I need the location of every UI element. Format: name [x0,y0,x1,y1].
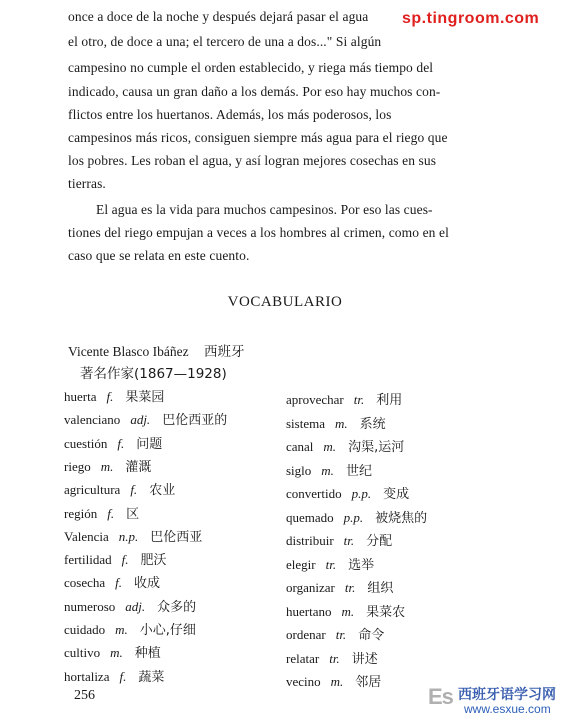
vocab-entry [286,413,386,432]
vocab-word: canal [286,439,314,454]
vocab-part-of-speech: f. [106,389,114,404]
vocab-part-of-speech: m. [115,622,128,637]
vocab-part-of-speech: p.p. [351,486,372,501]
vocab-word: elegir [286,556,316,572]
vocab-part-of-speech: m. [323,439,337,454]
vocab-word: vecino [286,674,321,689]
vocab-entry [64,386,164,405]
vocab-word: cuestión [64,435,108,451]
author-line [68,340,245,360]
vocab-word: aprovechar [286,392,344,407]
vocab-part-of-speech: m. [330,674,344,689]
vocab-word: fertilidad [64,552,112,568]
vocab-part-of-speech: f. [121,552,129,568]
vocab-meaning: 组织 [367,581,394,596]
vocab-entry [286,507,427,526]
vocab-word: sistema [286,415,325,431]
vocab-part-of-speech: m. [321,462,334,478]
vocab-part-of-speech: tr. [329,650,340,666]
vocab-part-of-speech: tr. [335,627,347,642]
watermark-logo: Es [428,684,453,709]
vocab-part-of-speech: adj. [125,598,146,614]
author-country: 西班牙 [204,344,245,360]
vocab-part-of-speech: m. [100,458,114,474]
vocab-entry [286,554,374,573]
vocab-meaning: 问题 [136,436,163,452]
vocab-word: riego [64,458,91,474]
vocab-entry [64,666,164,685]
vocab-entry [286,530,392,549]
vocab-meaning: 众多的 [157,599,197,615]
body-line-6: campesinos más ricos, consiguen siempre más agua para el riego que [68,130,448,145]
section-heading: VOCABULARIO [227,294,343,310]
vocab-word: siglo [286,462,312,478]
vocab-meaning: 变成 [383,487,410,502]
vocab-word: ordenar [286,627,326,642]
vocab-word: cuidado [64,622,106,637]
vocab-word: región [64,505,98,521]
vocab-word: relatar [286,650,320,666]
watermark-site-url: www.esxue.com [464,702,551,716]
vocab-meaning: 种植 [134,646,161,662]
vocab-entry [64,456,151,475]
vocab-entry [64,433,162,452]
vocab-meaning: 讲述 [351,651,378,667]
body-line-5: flictos entre los huertanos. Además, los más poderosos, los [68,107,392,122]
vocab-part-of-speech: m. [341,603,355,619]
vocab-meaning: 肥沃 [140,553,167,569]
vocab-entry [286,389,402,408]
vocab-entry [286,601,405,620]
vocab-part-of-speech: f. [119,668,127,684]
vocab-meaning: 分配 [366,534,393,549]
body-line-3: campesino no cumple el orden establecido, y riega más tiempo del [68,60,434,75]
vocab-entry [64,503,139,522]
vocab-entry [286,483,409,502]
vocab-entry [64,549,167,568]
vocab-meaning: 收成 [134,576,161,592]
vocab-meaning: 被烧焦的 [375,510,428,526]
vocab-part-of-speech: p.p. [343,509,364,525]
vocab-word: quemado [286,509,334,525]
vocab-part-of-speech: m. [335,415,348,431]
vocab-word: cultivo [64,645,101,661]
author-name: Vicente Blasco Ibáñez [68,344,189,359]
vocab-meaning: 巴伦西亚 [150,529,203,545]
vocab-word: huertano [286,603,332,619]
vocab-meaning: 命令 [358,628,385,643]
body-line-9: El agua es la vida para muchos campesinos. Por eso las cues- [96,202,433,217]
body-line-11: caso que se relata en este cuento. [68,248,250,263]
vocab-entry [286,648,378,667]
vocab-meaning: 果菜园 [125,390,165,405]
vocab-entry [286,460,372,479]
watermark-logo-block [428,680,568,720]
vocab-entry [286,671,381,690]
vocab-word: cosecha [64,575,106,591]
page-number: 256 [74,688,95,703]
vocab-word: Valencia [64,528,109,544]
vocab-part-of-speech: f. [107,505,115,521]
vocab-part-of-speech: tr. [325,556,337,572]
vocab-meaning: 选举 [348,557,375,573]
vocab-entry [64,479,175,498]
body-line-7: los pobres. Les roban el agua, y así logran mejores cosechas en sus [68,153,437,168]
vocab-meaning: 邻居 [355,675,382,690]
vocab-word: numeroso [64,598,116,614]
vocab-meaning: 系统 [359,416,386,432]
body-line-1: once a doce de la noche y después dejará pasar el agua [68,9,369,24]
vocab-meaning: 灌溉 [125,459,152,475]
vocab-part-of-speech: tr. [343,533,355,548]
vocab-meaning: 巴伦西亚的 [162,413,228,429]
watermark-site-name: 西班牙语学习网 [458,687,556,703]
vocab-entry [286,577,393,596]
vocab-entry [64,572,160,591]
vocab-word: distribuir [286,533,334,548]
vocab-word: agricultura [64,482,121,498]
body-line-8: tierras. [68,176,106,191]
vocab-part-of-speech: tr. [353,392,365,407]
vocab-word: convertido [286,486,342,501]
vocab-entry [64,526,202,545]
vocab-part-of-speech: adj. [130,412,151,428]
vocab-part-of-speech: tr. [344,580,356,595]
vocab-part-of-speech: m. [110,645,123,661]
vocab-meaning: 区 [126,506,140,522]
vocab-entry [64,409,227,428]
vocab-part-of-speech: f. [117,435,125,451]
vocab-meaning: 农业 [149,483,176,499]
vocab-entry [286,436,404,455]
vocab-part-of-speech: f. [130,482,138,498]
body-line-2: el otro, de doce a una; el tercero de una a dos..." Si algún [68,34,382,49]
body-line-10: tiones del riego empujan a veces a los hombres al crimen, como en el [68,225,449,240]
vocab-word: valenciano [64,412,121,428]
vocab-word: organizar [286,580,335,595]
vocab-word: hortaliza [64,668,110,684]
vocab-meaning: 利用 [376,393,403,408]
watermark-url-top: sp.tingroom.com [402,10,540,27]
vocab-meaning: 沟渠,运河 [348,440,405,455]
vocab-meaning: 小心,仔细 [139,623,196,638]
vocab-meaning: 世纪 [345,463,372,479]
author-description: 著名作家(1867—1928) [80,366,227,382]
vocab-meaning: 果菜农 [366,604,406,620]
vocab-meaning: 蔬菜 [138,669,165,685]
vocab-entry [286,624,384,643]
vocab-entry [64,642,161,661]
vocab-word: huerta [64,389,97,404]
vocab-part-of-speech: n.p. [118,528,139,544]
vocab-entry [64,619,196,638]
vocab-part-of-speech: f. [115,575,123,591]
vocab-entry [64,596,196,615]
body-line-4: indicado, causa un gran daño a los demás. Por eso hay muchos con- [68,84,441,99]
